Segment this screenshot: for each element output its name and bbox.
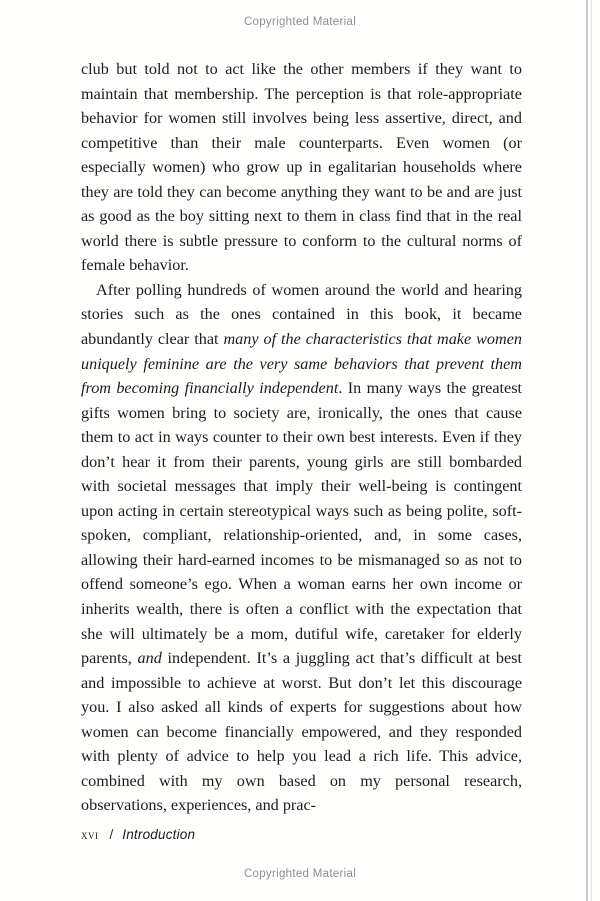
paragraph bbox=[81, 57, 522, 278]
footer-section-label: Introduction bbox=[122, 827, 196, 842]
copyright-notice-bottom: Copyrighted Material bbox=[243, 868, 357, 880]
body-text bbox=[81, 57, 522, 818]
text-segment: independent. It’s a juggling act that’s difficult at best and impossible to achieve at worst. But don’t let this discourage you. I also asked all kinds of experts for suggestions about how women can become financially empowered, and they responded with plenty of advice to help you lead a rich life. This advice, combined with my own based on my personal research, observations, experiences, and prac- bbox=[81, 649, 522, 815]
copyright-notice-top: Copyrighted Material bbox=[243, 16, 357, 28]
paragraph bbox=[81, 278, 522, 818]
italic-text-segment: and bbox=[137, 649, 162, 668]
text-segment: After polling hundreds of women around the world and hearing stories such as the ones contained in this book, it became abundantly clear that bbox=[81, 280, 522, 349]
page-edge-line-inner bbox=[591, 0, 592, 901]
text-segment: . In many ways the greatest gifts women bring to society are, ironically, the ones that cause them to act in ways counter to their own best interests. Even if they don’t hear it from their parents, young girls are still bombarded with societal messages that imply their well-being is contingent upon acting in certain stereotypical ways such as being polite, soft-spoken, compliant, relationship-oriented, and, in some cases, allowing their hard-earned incomes to be mismanaged so as not to offend someone’s ego. When a woman earns her own income or inherits wealth, there is often a conflict with the expectation that she will ultimately be a mom, dutiful wife, caretaker for elderly parents, bbox=[81, 379, 522, 668]
text-segment: club but told not to act like the other members if they want to maintain that membership. The perception is that role-appropriate behavior for women still involves being less assertive, direct, and competitive than their male counterparts. Even women (or especially women) who grow up in egalitarian households where they are told they can become anything they want to be and are just as good as the boy sitting next to them in class find that in the real world there is subtle pressure to conform to the cultural norms of female behavior. bbox=[81, 60, 522, 275]
page-edge-line bbox=[586, 0, 588, 901]
footer-page-number: xvi bbox=[81, 827, 99, 842]
footer-separator: / bbox=[109, 827, 114, 842]
italic-text-segment: many of the characteristics that make women uniquely feminine are the very same behaviors that prevent them from becoming financially independent bbox=[81, 330, 522, 398]
running-footer bbox=[81, 827, 522, 843]
